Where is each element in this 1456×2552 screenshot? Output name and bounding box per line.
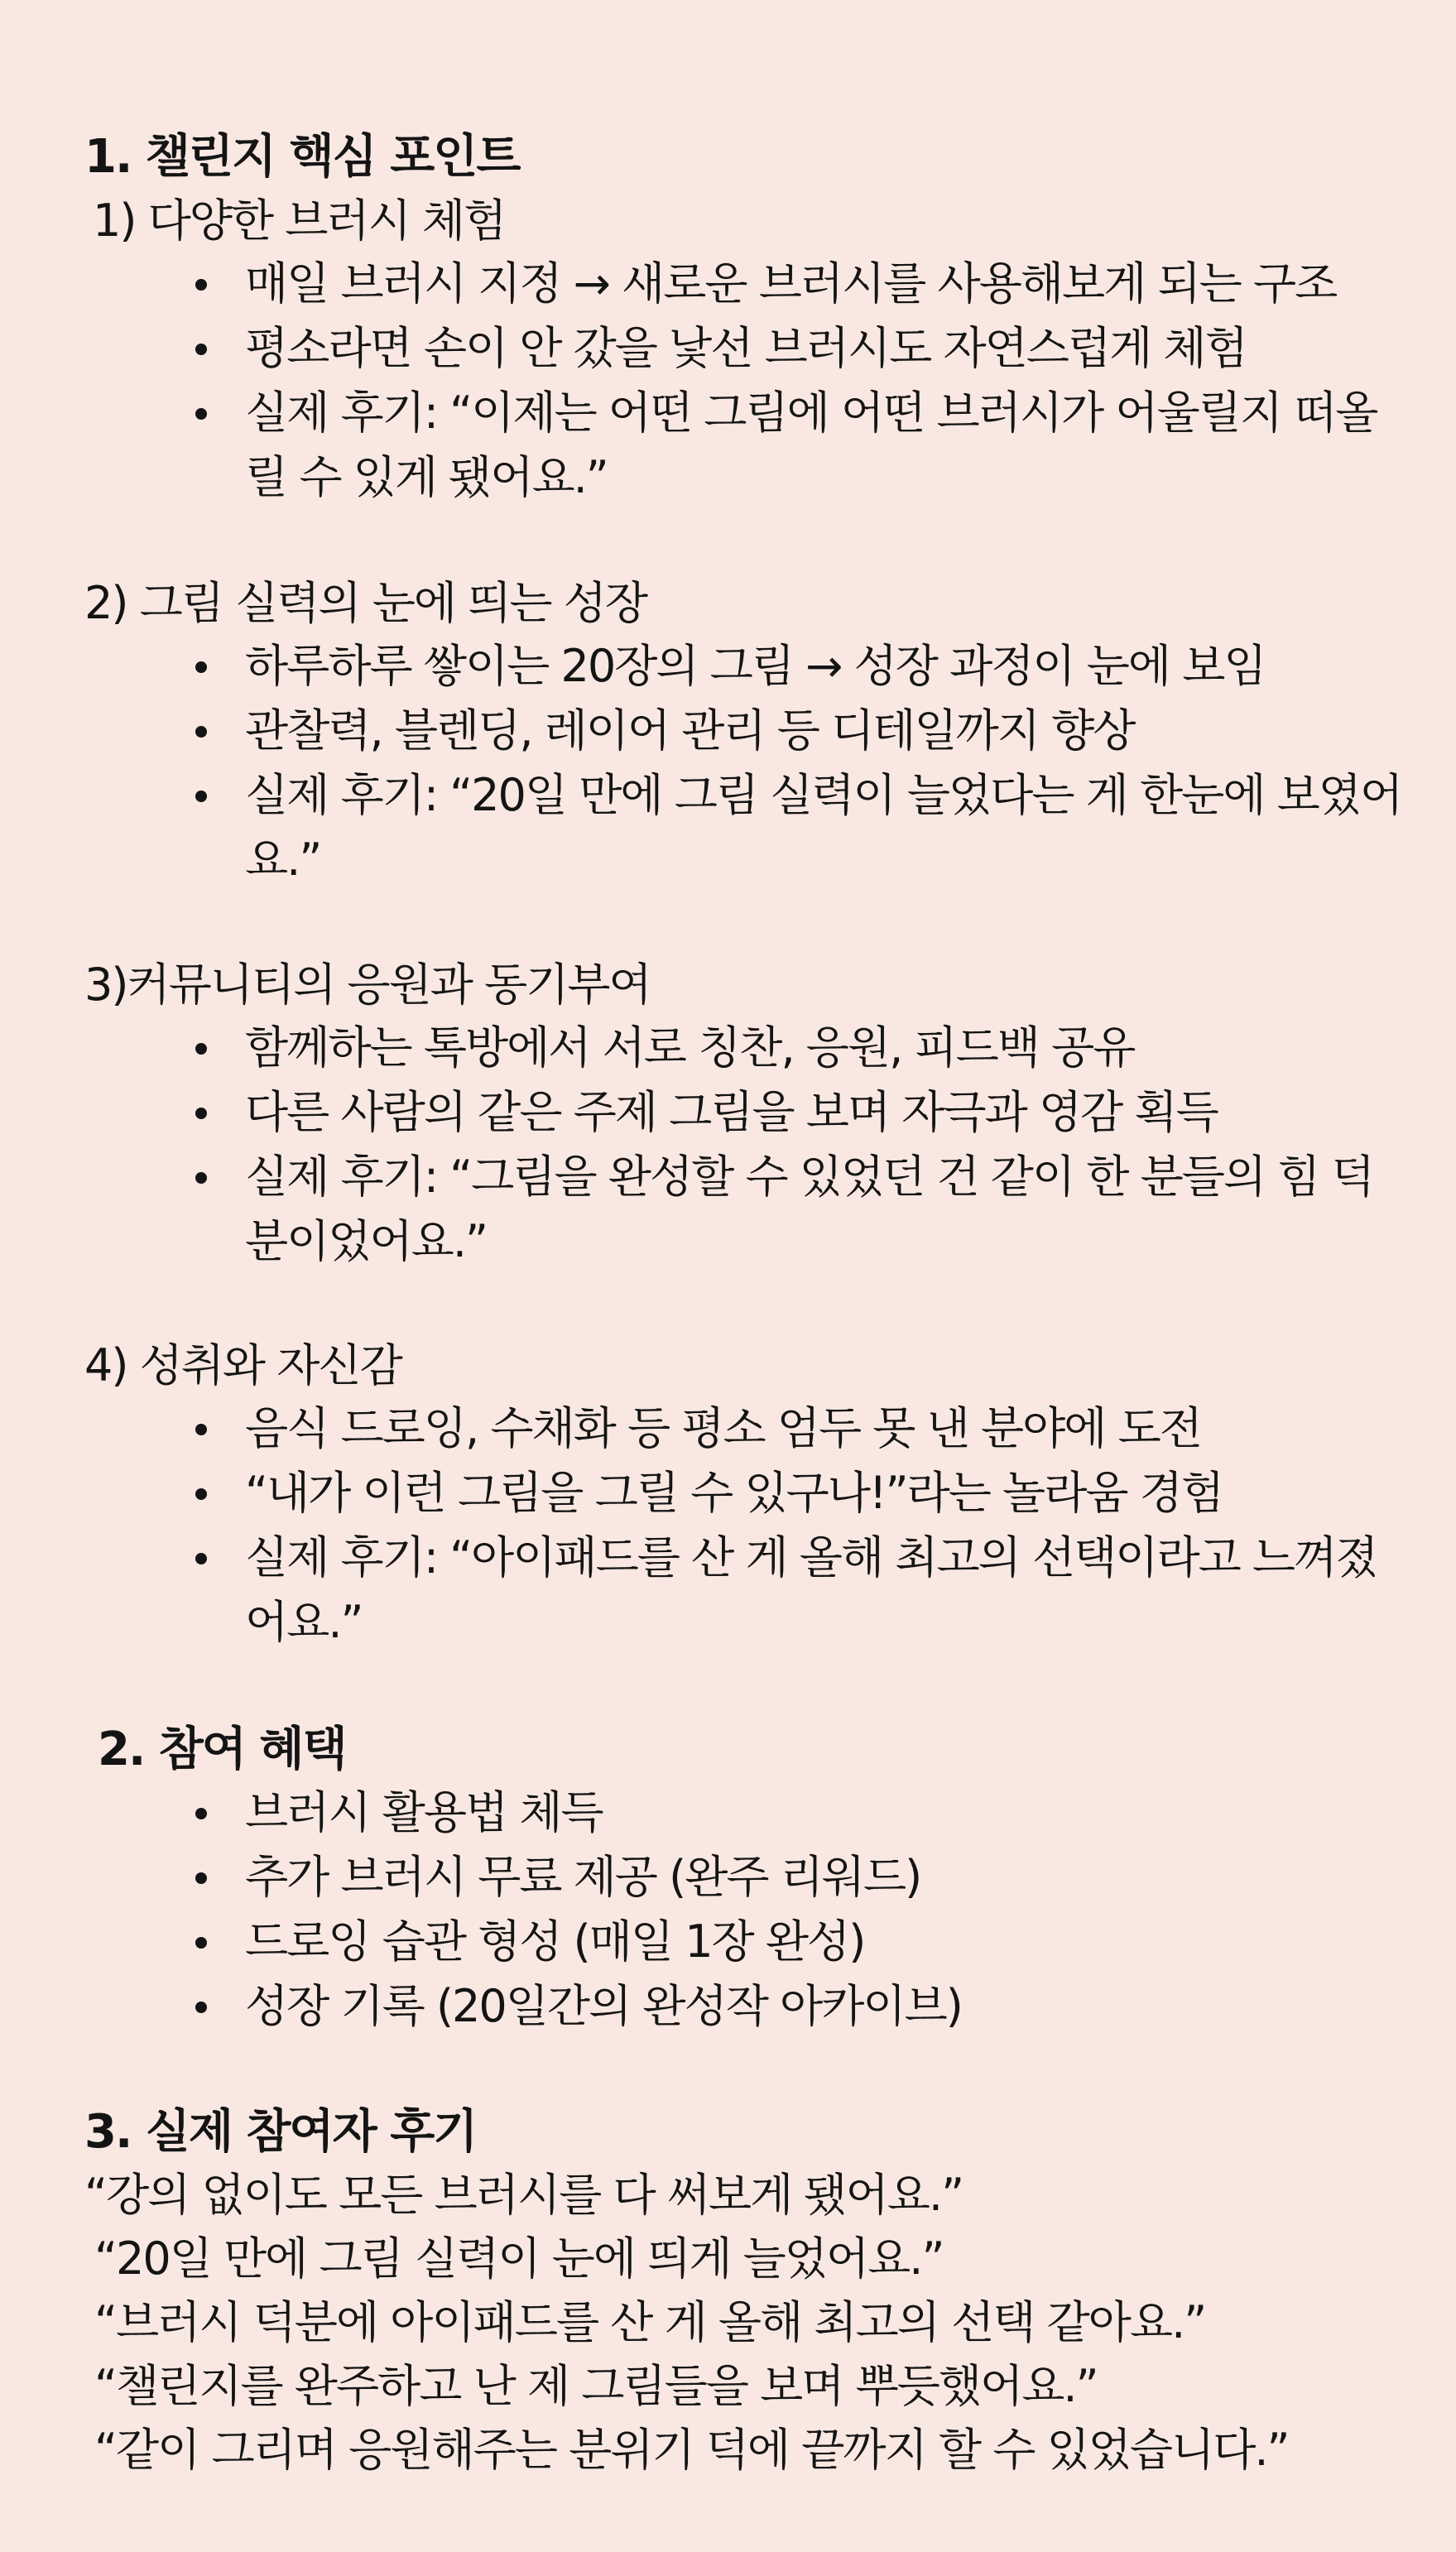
point-4-bullets <box>245 1396 1412 1655</box>
list-item: 실제 후기: “그림을 완성할 수 있었던 건 같이 한 분들의 힘 덕분이었어요.” <box>245 1145 1412 1274</box>
review-quote: “챌린지를 완주하고 난 제 그림들을 보며 뿌듯했어요.” <box>94 2360 1098 2412</box>
point-1-title: 1) 다양한 브러시 체험 <box>93 195 506 247</box>
point-2-title: 2) 그림 실력의 눈에 띄는 성장 <box>84 577 647 629</box>
list-item: 하루하루 쌓이는 20장의 그림 → 성장 과정이 눈에 보임 <box>245 634 1412 699</box>
list-item: 성장 기록 (20일간의 완성작 아카이브) <box>245 1974 1412 2039</box>
list-item: 함께하는 톡방에서 서로 칭찬, 응원, 피드백 공유 <box>245 1016 1412 1080</box>
list-item: 실제 후기: “20일 만에 그림 실력이 늘었다는 게 한눈에 보였어요.” <box>245 763 1412 892</box>
section-2-title: 2. 참여 혜택 <box>98 1723 346 1776</box>
review-quote: “강의 없이도 모든 브러시를 다 써보게 됐어요.” <box>84 2169 963 2221</box>
list-item: 드로잉 습관 형성 (매일 1장 완성) <box>245 1910 1412 1974</box>
benefits-bullets <box>245 1781 1412 2039</box>
section-1-title: 1. 챌린지 핵심 포인트 <box>84 130 520 184</box>
point-3-title: 3)커뮤니티의 응원과 동기부여 <box>84 959 651 1011</box>
list-item: 다른 사람의 같은 주제 그림을 보며 자극과 영감 획득 <box>245 1080 1412 1145</box>
list-item: 추가 브러시 무료 제공 (완주 리워드) <box>245 1845 1412 1910</box>
review-quote: “20일 만에 그림 실력이 눈에 띄게 늘었어요.” <box>94 2232 944 2285</box>
point-4-title: 4) 성취와 자신감 <box>84 1339 401 1391</box>
list-item: 실제 후기: “아이패드를 산 게 올해 최고의 선택이라고 느껴졌어요.” <box>245 1526 1412 1655</box>
list-item: 음식 드로잉, 수채화 등 평소 엄두 못 낸 분야에 도전 <box>245 1396 1412 1461</box>
point-3-bullets <box>245 1016 1412 1274</box>
review-quote: “같이 그리며 응원해주는 분위기 덕에 끝까지 할 수 있었습니다.” <box>94 2424 1289 2476</box>
point-2-bullets <box>245 634 1412 892</box>
list-item: 실제 후기: “이제는 어떤 그림에 어떤 브러시가 어울릴지 떠올릴 수 있게 됐어요.” <box>245 381 1412 510</box>
point-1-bullets <box>245 252 1412 510</box>
list-item: 관찰력, 블렌딩, 레이어 관리 등 디테일까지 향상 <box>245 699 1412 763</box>
list-item: 브러시 활용법 체득 <box>245 1781 1412 1845</box>
list-item: 매일 브러시 지정 → 새로운 브러시를 사용해보게 되는 구조 <box>245 252 1412 316</box>
review-quote: “브러시 덕분에 아이패드를 산 게 올해 최고의 선택 같아요.” <box>94 2296 1206 2348</box>
list-item: 평소라면 손이 안 갔을 낯선 브러시도 자연스럽게 체험 <box>245 316 1412 381</box>
section-3-title: 3. 실제 참여자 후기 <box>84 2105 477 2159</box>
list-item: “내가 이런 그림을 그릴 수 있구나!”라는 놀라움 경험 <box>245 1461 1412 1526</box>
